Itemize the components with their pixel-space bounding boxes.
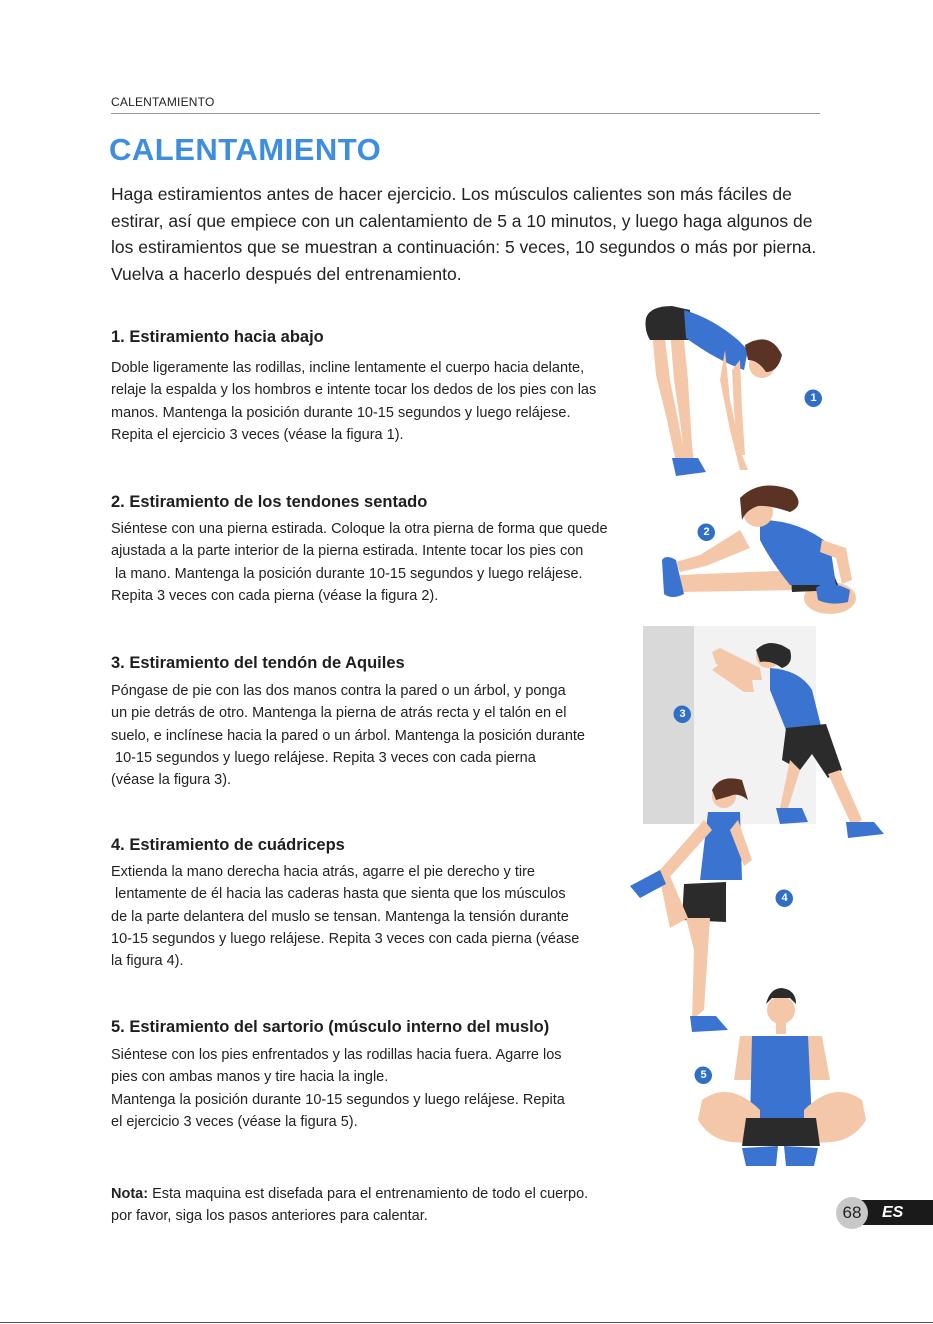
section-line: relaje la espalda y los hombros e intente tocar los dedos de los pies con las: [111, 382, 597, 399]
intro-line: estirar, así que empiece con un calentamiento de 5 a 10 minutos, y luego haga algunos de: [111, 210, 813, 231]
section-title-3: 3. Estiramiento del tendón de Aquiles: [111, 654, 405, 672]
intro-line: Haga estiramientos antes de hacer ejercicio. Los músculos calientes son más fáciles de: [111, 184, 792, 204]
figure-number-badge: 4: [776, 890, 793, 907]
figure-number-badge: 5: [695, 1067, 712, 1084]
figure-number-badge: 2: [698, 524, 715, 541]
section-line: Repita el ejercicio 3 veces (véase la figura 1).: [111, 426, 404, 443]
section-line: Extienda la mano derecha hacia atrás, agarre el pie derecho y tire: [111, 864, 535, 880]
sartorius-stretch-illustration: [698, 988, 866, 1166]
section-line: Siéntese con una pierna estirada. Coloque la otra pierna de forma que quede: [111, 521, 608, 537]
section-line: manos. Mantenga la posición durante 10-15 segundos y luego relájese.: [111, 404, 571, 421]
section-title-5: 5. Estiramiento del sartorio (músculo interno del muslo): [111, 1018, 550, 1036]
figure-number-badge: 1: [805, 390, 822, 407]
section-line: la figura 4).: [111, 953, 184, 970]
section-line: un pie detrás de otro. Mantenga la pierna de atrás recta y el talón en el: [111, 705, 567, 722]
section-line: Póngase de pie con las dos manos contra la pared o un árbol, y ponga: [111, 683, 566, 699]
section-line: (véase la figura 3).: [111, 772, 232, 789]
running-head: CALENTAMIENTO: [111, 95, 215, 109]
page-number: 68: [836, 1197, 868, 1229]
page-title: CALENTAMIENTO: [109, 132, 382, 167]
section-title-2: 2. Estiramiento de los tendones sentado: [111, 493, 428, 511]
section-line: Siéntese con los pies enfrentados y las rodillas hacia fuera. Agarre los: [111, 1047, 562, 1063]
achilles-stretch-illustration: [643, 626, 884, 838]
section-line: suelo, e inclínese hacia la pared o un árbol. Mantenga la posición durante: [111, 727, 585, 744]
section-line: ajustada a la parte interior de la pierna estirada. Intente tocar los pies con: [111, 543, 584, 560]
section-line: de la parte delantera del muslo se tensan. Mantenga la tensión durante: [111, 908, 569, 925]
section-line: la mano. Mantenga la posición durante 10-15 segundos y luego relájese.: [111, 565, 583, 582]
section-line: el ejercicio 3 veces (véase la figura 5).: [111, 1113, 358, 1130]
bottom-rule: [0, 1322, 933, 1323]
section-title-1: 1. Estiramiento hacia abajo: [111, 328, 324, 346]
section-line: 10-15 segundos y luego relájese. Repita 3 veces con cada pierna: [111, 749, 536, 766]
section-line: lentamente de él hacia las caderas hasta que sienta que los músculos: [111, 886, 566, 903]
figure-number-badge: 3: [674, 706, 691, 723]
language-tab: ES: [860, 1200, 933, 1225]
note-text-1: Esta maquina est disefada para el entrenamiento de todo el cuerpo.: [148, 1186, 589, 1202]
section-line: 10-15 segundos y luego relájese. Repita 3 veces con cada pierna (véase: [111, 930, 580, 947]
section-line: Doble ligeramente las rodillas, incline lentamente el cuerpo hacia delante,: [111, 360, 585, 376]
section-line: pies con ambas manos y tire hacia la ingle.: [111, 1069, 389, 1086]
seated-hamstring-illustration: [662, 486, 856, 615]
note-text-2: por favor, siga los pasos anteriores para calentar.: [111, 1208, 428, 1225]
section-line: Mantenga la posición durante 10-15 segundos y luego relájese. Repita: [111, 1091, 565, 1108]
note-label: Nota:: [111, 1186, 149, 1202]
intro-line: Vuelva a hacerlo después del entrenamiento.: [111, 263, 462, 284]
section-title-4: 4. Estiramiento de cuádriceps: [111, 836, 345, 854]
downward-stretch-illustration: [646, 306, 783, 476]
intro-line: los estiramientos que se muestran a continuación: 5 veces, 10 segundos o más por pierna.: [111, 237, 817, 257]
section-line: Repita 3 veces con cada pierna (véase la figura 2).: [111, 587, 439, 604]
